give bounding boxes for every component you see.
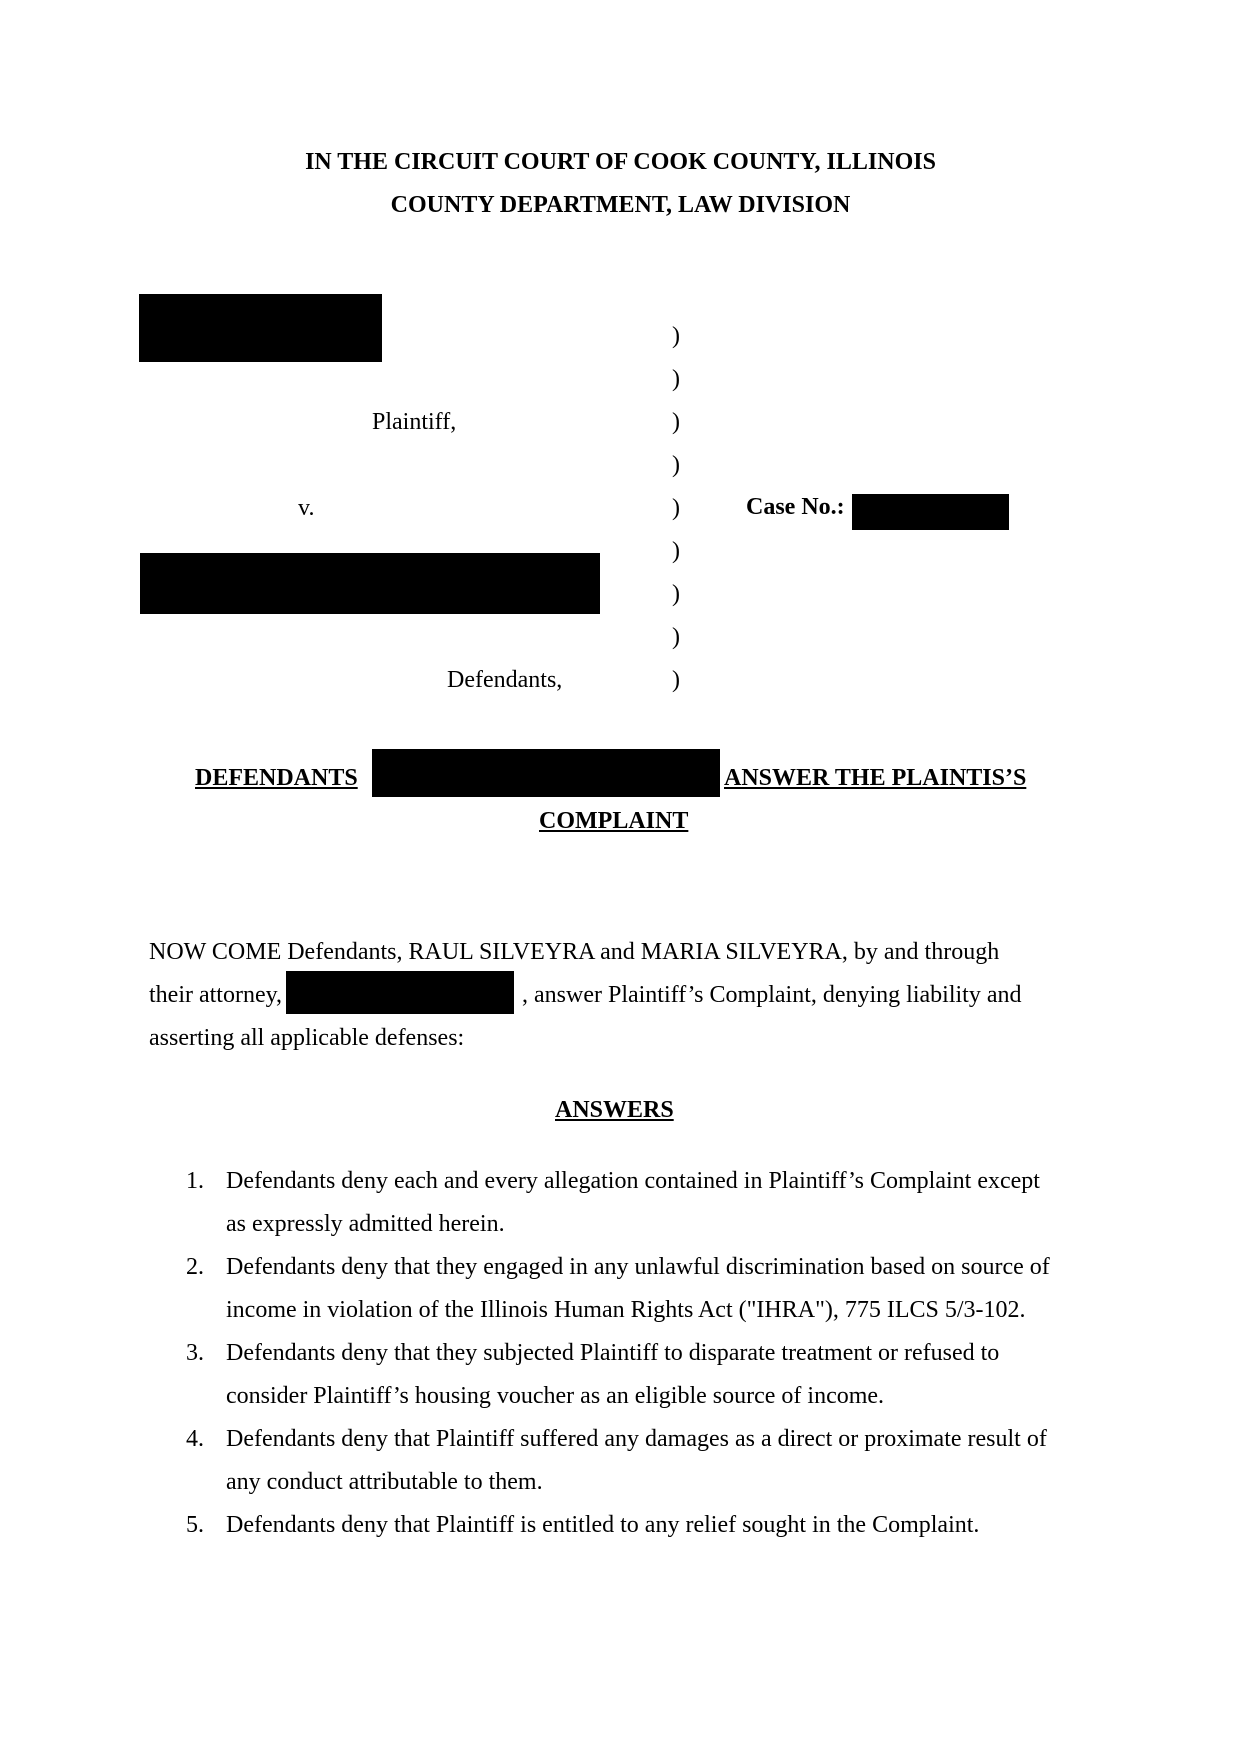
answers-heading: ANSWERS bbox=[555, 1097, 674, 1123]
title-defendants: DEFENDANTS bbox=[195, 765, 358, 791]
answer-number: 3. bbox=[186, 1340, 204, 1366]
intro-line-2a: their attorney, bbox=[149, 982, 283, 1008]
caption-paren: ) bbox=[672, 581, 680, 607]
court-division: COUNTY DEPARTMENT, LAW DIVISION bbox=[390, 192, 851, 218]
title-complaint: COMPLAINT bbox=[539, 808, 689, 834]
answer-number: 2. bbox=[186, 1254, 204, 1280]
caption-paren: ) bbox=[672, 366, 680, 392]
caption-paren: ) bbox=[672, 624, 680, 650]
intro-line-2b: , answer Plaintiff’s Complaint, denying liability and bbox=[522, 982, 1022, 1008]
caption-paren: ) bbox=[672, 667, 680, 693]
caption-paren: ) bbox=[672, 495, 680, 521]
redacted-defendant-names-title bbox=[372, 749, 720, 797]
title-answer: ANSWER THE PLAINTIS’S bbox=[724, 765, 1027, 791]
redacted-plaintiff-name bbox=[139, 294, 382, 362]
caption-paren: ) bbox=[672, 409, 680, 435]
defendants-label: Defendants, bbox=[447, 667, 563, 693]
intro-line-3: asserting all applicable defenses: bbox=[149, 1025, 465, 1051]
answer-text: Defendants deny each and every allegation contained in Plaintiff’s Complaint except bbox=[226, 1168, 1040, 1194]
caption-paren: ) bbox=[672, 323, 680, 349]
caption-paren: ) bbox=[672, 538, 680, 564]
redacted-attorney-name bbox=[286, 971, 514, 1014]
plaintiff-label: Plaintiff, bbox=[372, 409, 457, 435]
answer-number: 1. bbox=[186, 1168, 204, 1194]
redacted-defendants-names bbox=[140, 553, 600, 614]
answer-text: any conduct attributable to them. bbox=[226, 1469, 543, 1495]
intro-line-1: NOW COME Defendants, RAUL SILVEYRA and MARIA SILVEYRA, by and through bbox=[149, 939, 1000, 965]
answer-text: Defendants deny that Plaintiff is entitled to any relief sought in the Complaint. bbox=[226, 1512, 980, 1538]
versus-label: v. bbox=[298, 495, 315, 521]
case-number-label: Case No.: bbox=[746, 494, 845, 520]
court-name: IN THE CIRCUIT COURT OF COOK COUNTY, ILLINOIS bbox=[305, 149, 936, 175]
answer-text: Defendants deny that Plaintiff suffered any damages as a direct or proximate result of bbox=[226, 1426, 1047, 1452]
answer-number: 4. bbox=[186, 1426, 204, 1452]
caption-paren: ) bbox=[672, 452, 680, 478]
answer-text: as expressly admitted herein. bbox=[226, 1211, 505, 1237]
answer-number: 5. bbox=[186, 1512, 204, 1538]
answer-text: consider Plaintiff’s housing voucher as an eligible source of income. bbox=[226, 1383, 885, 1409]
answer-text: income in violation of the Illinois Human Rights Act ("IHRA"), 775 ILCS 5/3-102. bbox=[226, 1297, 1026, 1323]
answer-text: Defendants deny that they subjected Plaintiff to disparate treatment or refused to bbox=[226, 1340, 1000, 1366]
redacted-case-number bbox=[852, 494, 1009, 530]
answer-text: Defendants deny that they engaged in any unlawful discrimination based on source of bbox=[226, 1254, 1050, 1280]
